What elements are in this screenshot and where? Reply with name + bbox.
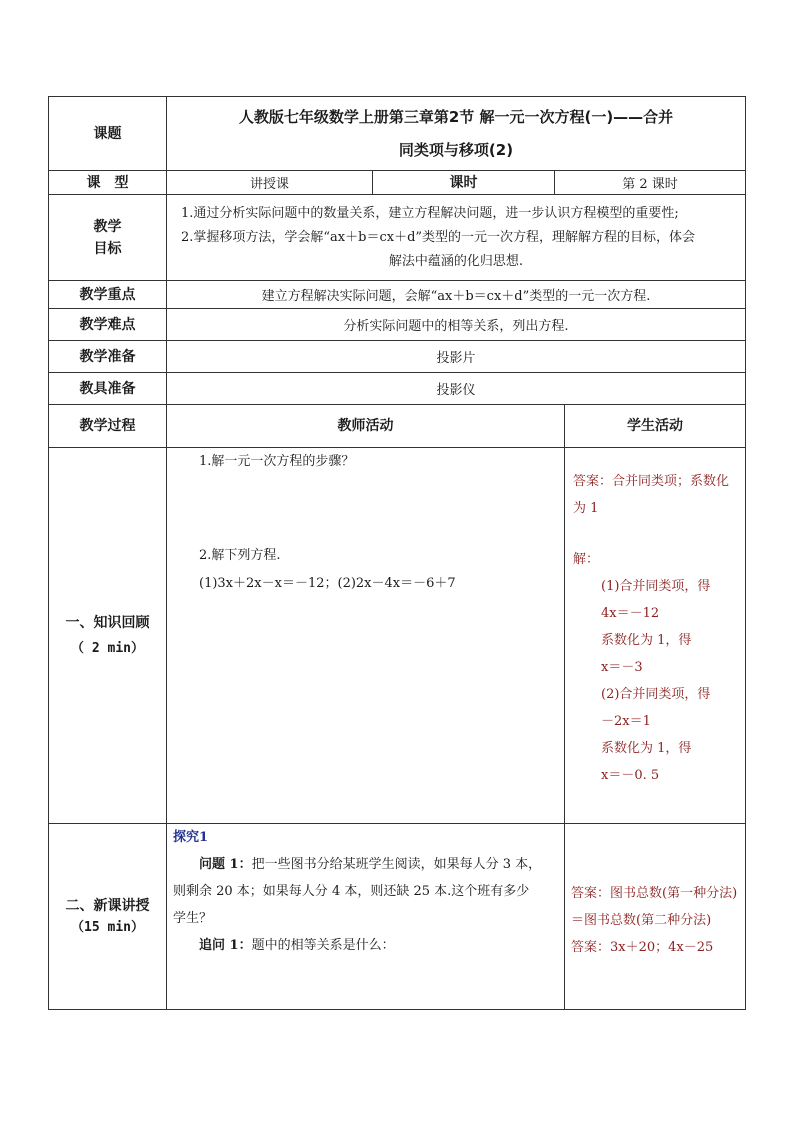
- objectives-row: [49, 195, 746, 281]
- objectives-text: [167, 195, 746, 281]
- equipment-text: 投影仪: [167, 373, 746, 405]
- objectives-label-line-1: 教学: [93, 218, 122, 235]
- preparation-label: 教学准备: [49, 341, 167, 373]
- period-value: 第 2 课时: [555, 171, 746, 195]
- objective-2: 2.掌握移项方法，学会解“ax＋b＝cx＋d”类型的一元一次方程，理解解方程的目标，体会: [181, 229, 696, 245]
- section-new-lesson-student: [565, 824, 746, 1010]
- new-lesson-answer-3: 答案：3x＋20；4x－25: [571, 940, 714, 955]
- section-review-time: （ 2 min）: [71, 640, 144, 656]
- new-lesson-answer-1: 答案：图书总数(第一种分法): [571, 886, 738, 901]
- section-review-student: [565, 448, 746, 824]
- type-value: 讲授课: [167, 171, 373, 195]
- objectives-label: [49, 195, 167, 281]
- topic-label: 课题: [49, 97, 167, 171]
- review-step: 4x＝－12: [601, 606, 660, 621]
- process-header-student: 学生活动: [565, 405, 746, 448]
- problem-line-2: 则剩余 20 本；如果每人分 4 本，则还缺 25 本.这个班有多少: [173, 884, 530, 899]
- review-answer-line-1: 答案：合并同类项；系数化: [573, 474, 730, 489]
- topic-row: [49, 97, 746, 171]
- review-equations: (1)3x＋2x－x＝－12；(2)2x－4x＝－6＋7: [199, 576, 456, 591]
- problem-label: 问题 1：: [199, 857, 252, 872]
- review-solution-label: 解：: [573, 552, 600, 567]
- section-new-lesson-time: （15 min）: [71, 919, 144, 935]
- period-label: 课时: [373, 171, 555, 195]
- followup-label: 追问 1：: [199, 938, 252, 953]
- equipment-label: 教具准备: [49, 373, 167, 405]
- key-point-label: 教学重点: [49, 281, 167, 309]
- problem-line-3: 学生？: [173, 911, 213, 926]
- section-new-lesson-title: 二、新课讲授: [65, 897, 150, 914]
- objective-2-cont: 解法中蕴涵的化归思想.: [388, 253, 524, 269]
- explore-heading: 探究1: [173, 830, 209, 845]
- title-line-2: 同类项与移项(2): [398, 140, 514, 159]
- review-question-2: 2.解下列方程.: [199, 548, 281, 563]
- difficulty-label: 教学难点: [49, 309, 167, 341]
- section-new-lesson-row: [49, 824, 746, 1010]
- lesson-plan-table: [48, 96, 746, 1010]
- preparation-text: 投影片: [167, 341, 746, 373]
- review-step: x＝－3: [601, 660, 643, 675]
- type-row: [49, 171, 746, 195]
- difficulty-row: [49, 309, 746, 341]
- new-lesson-answer-2: ＝图书总数(第二种分法): [571, 913, 712, 928]
- process-header-teacher: 教师活动: [167, 405, 565, 448]
- difficulty-text: 分析实际问题中的相等关系，列出方程.: [167, 309, 746, 341]
- process-header-stage: 教学过程: [49, 405, 167, 448]
- review-step: (2)合并同类项，得: [601, 687, 711, 702]
- process-header-row: [49, 405, 746, 448]
- review-step: (1)合并同类项，得: [601, 579, 711, 594]
- review-step: 系数化为 1，得: [601, 633, 692, 648]
- section-review-row: [49, 448, 746, 824]
- objectives-label-line-2: 目标: [93, 240, 122, 257]
- review-question-1: 1.解一元一次方程的步骤？: [199, 454, 355, 469]
- review-step: x＝－0. 5: [601, 768, 660, 783]
- type-label: 课 型: [49, 171, 167, 195]
- equipment-row: [49, 373, 746, 405]
- review-step: －2x＝1: [601, 714, 651, 729]
- review-step: 系数化为 1，得: [601, 741, 692, 756]
- followup-text: 题中的相等关系是什么：: [251, 938, 395, 953]
- objective-1: 1.通过分析实际问题中的数量关系，建立方程解决问题，进一步认识方程模型的重要性;: [181, 205, 679, 221]
- section-review-label: [49, 448, 167, 824]
- section-new-lesson-label: [49, 824, 167, 1010]
- title-line-1: 人教版七年级数学上册第三章第2节 解一元一次方程(一)——合并: [238, 107, 674, 126]
- section-new-lesson-teacher: [167, 824, 565, 1010]
- problem-line-1: 把一些图书分给某班学生阅读，如果每人分 3 本，: [251, 857, 542, 872]
- preparation-row: [49, 341, 746, 373]
- key-point-row: [49, 281, 746, 309]
- section-review-teacher: [167, 448, 565, 824]
- section-review-title: 一、知识回顾: [65, 614, 150, 631]
- page-title: [167, 97, 746, 171]
- review-answer-line-2: 为 1: [573, 501, 599, 516]
- key-point-text: 建立方程解决实际问题，会解“ax＋b＝cx＋d”类型的一元一次方程.: [167, 281, 746, 309]
